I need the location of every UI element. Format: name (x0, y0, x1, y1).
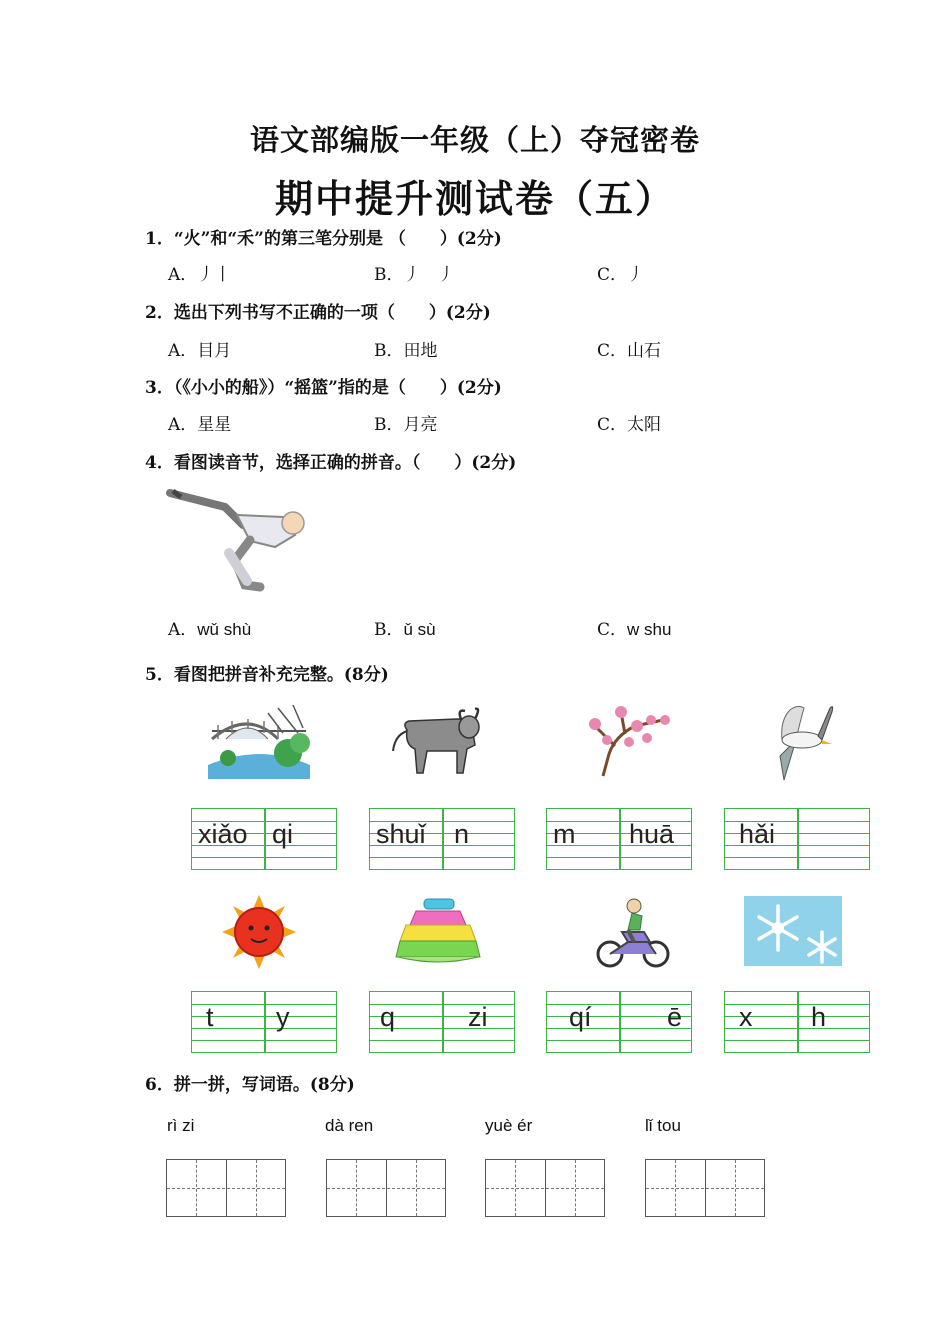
q1-option-c: C．丿 (597, 265, 645, 285)
q3-option-b: B．月亮 (374, 415, 438, 435)
question-1: 1．“火”和“禾”的第三笔分别是 （ ）(2分) (145, 229, 502, 249)
writing-grid-1[interactable] (166, 1159, 286, 1217)
writing-grid-2[interactable] (326, 1159, 446, 1217)
q2-option-b: B．田地 (374, 341, 438, 361)
pinyin-box-snowflake[interactable]: x h (724, 991, 870, 1053)
q3-option-a: A．星星 (168, 415, 232, 435)
flower-branch-image (585, 706, 673, 778)
question-4: 4．看图读音节，选择正确的拼音。（ ）(2分) (145, 453, 517, 473)
q6-pinyin-4: lǐ tou (645, 1116, 681, 1135)
pinyin-box-buffalo[interactable]: shuǐ n (369, 808, 515, 870)
q2-option-a: A．目月 (168, 341, 232, 361)
q4-option-a: A．wǔ shù (168, 620, 252, 640)
writing-grid-3[interactable] (485, 1159, 605, 1217)
question-6: 6．拼一拼，写词语。(8分) (145, 1075, 355, 1095)
exam-title: 语文部编版一年级（上）夺冠密卷 (249, 123, 700, 157)
q3-option-c: C．太阳 (597, 415, 662, 435)
pinyin-box-seagull[interactable]: hǎi (724, 808, 870, 870)
snowflake-image (744, 896, 842, 966)
pinyin-box-skirt[interactable]: q zi (369, 991, 515, 1053)
q4-option-b: B．ǔ sù (374, 620, 436, 640)
question-3: 3．（《小小的船》）“摇篮”指的是（ ）(2分) (145, 378, 502, 398)
writing-grid-4[interactable] (645, 1159, 765, 1217)
question-2: 2．选出下列书写不正确的一项（ ）(2分) (145, 303, 491, 323)
question-5: 5．看图把拼音补充完整。(8分) (145, 665, 389, 685)
q1-option-b: B．丿 丿 (374, 265, 455, 285)
motorcycle-image (592, 898, 672, 968)
buffalo-image (387, 705, 487, 777)
q2-option-c: C．山石 (597, 341, 662, 361)
seagull-image (770, 700, 836, 782)
q6-pinyin-3: yuè ér (485, 1116, 533, 1135)
q1-option-a: A．丿丨 (168, 265, 232, 285)
skirt-image (394, 895, 482, 967)
pinyin-box-bridge[interactable]: xiǎo qi (191, 808, 337, 870)
q6-pinyin-2: dà ren (325, 1116, 374, 1135)
pinyin-box-sun[interactable]: t y (191, 991, 337, 1053)
bridge-image (208, 703, 310, 779)
q4-option-c: C．w shu (597, 620, 672, 640)
exam-subtitle: 期中提升测试卷（五） (274, 176, 675, 221)
pinyin-box-flower[interactable]: m huā (546, 808, 692, 870)
sun-image (222, 895, 296, 969)
martial-arts-kick-image (165, 485, 310, 595)
pinyin-box-motorcycle[interactable]: qí ē (546, 991, 692, 1053)
q6-pinyin-1: rì zi (167, 1116, 195, 1135)
